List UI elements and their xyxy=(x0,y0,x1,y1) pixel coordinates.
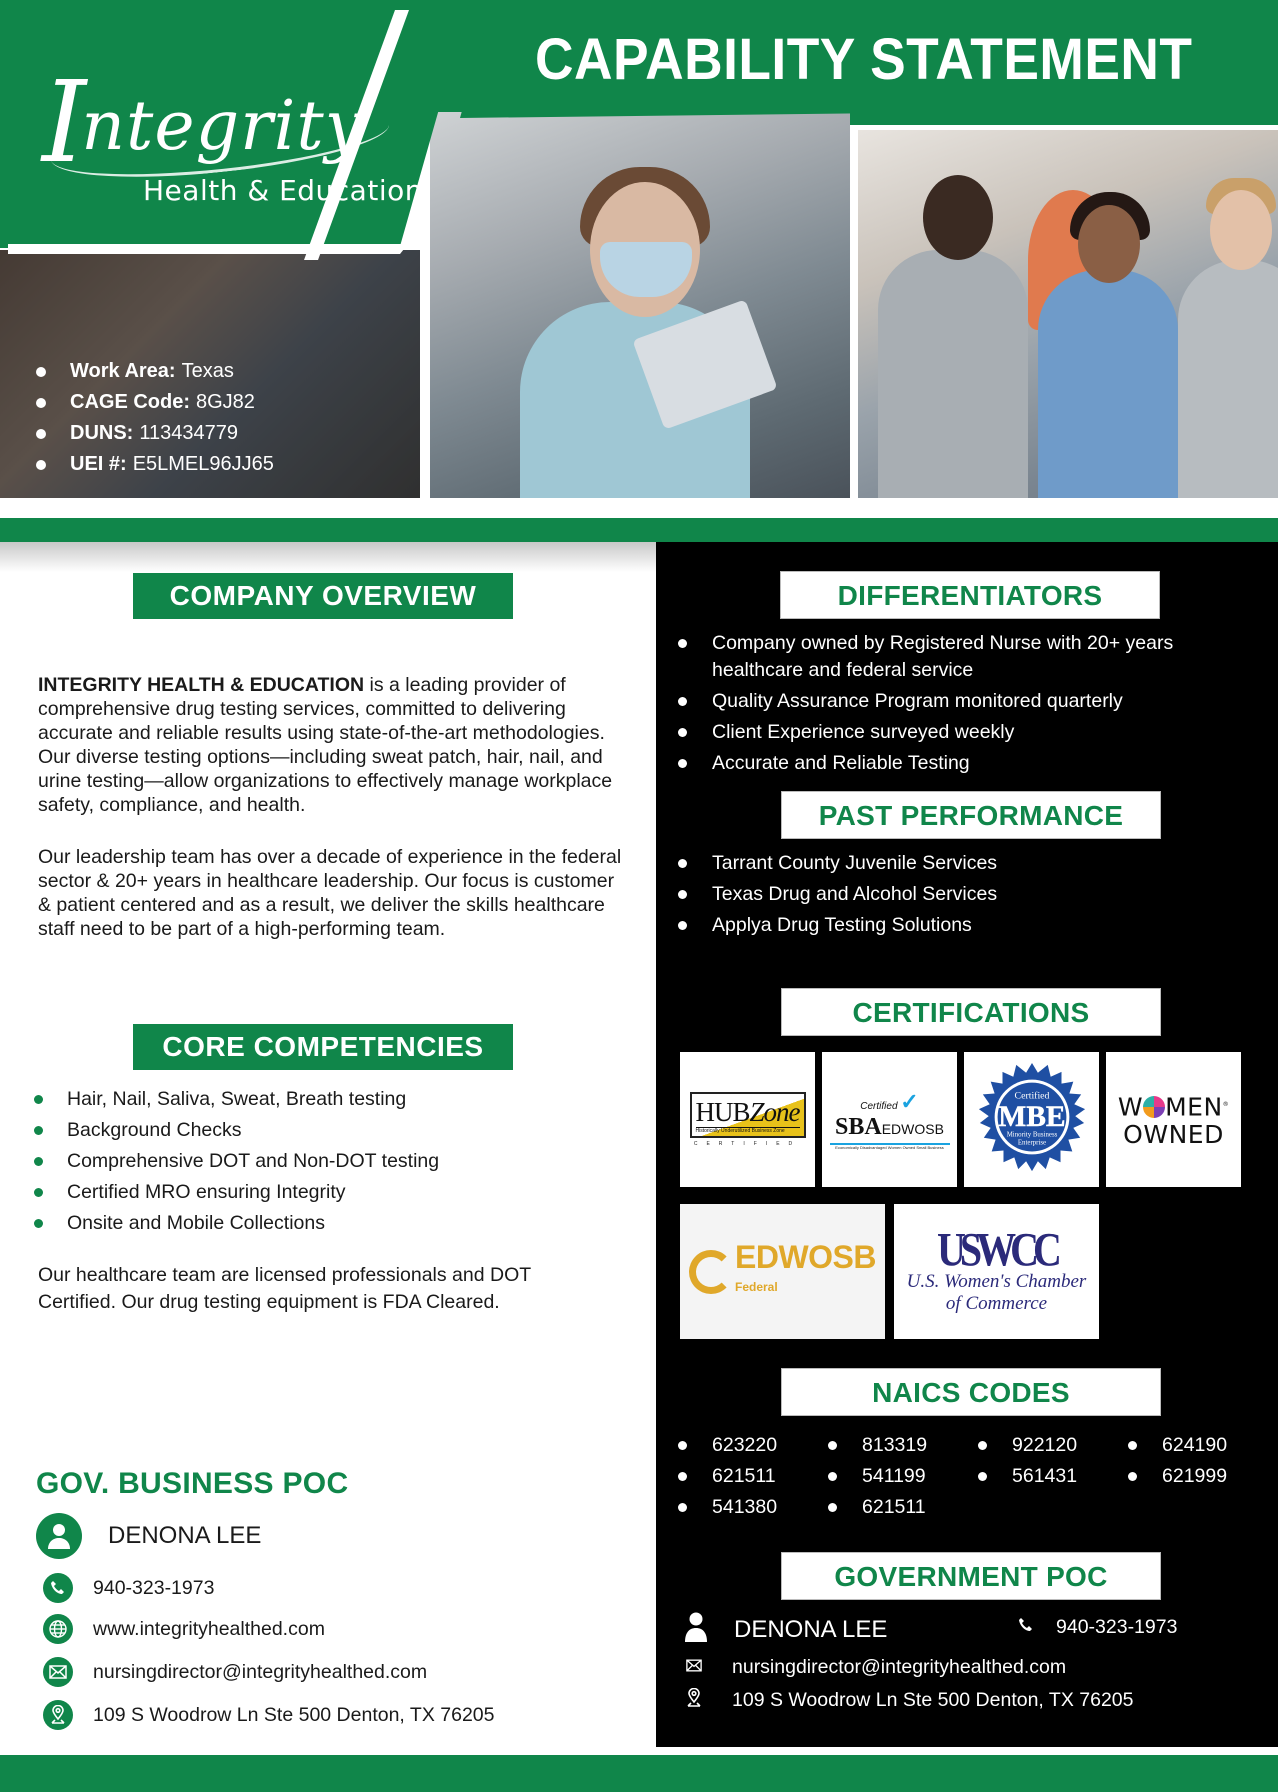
core-competencies-note: Our healthcare team are licensed professionals and DOT Certified. Our drug testing equipment is FDA Cleared. xyxy=(38,1264,531,1313)
gov-business-poc-address-row xyxy=(43,1700,494,1730)
bullet-icon xyxy=(1128,1441,1137,1450)
list-item: Certified MRO ensuring Integrity xyxy=(34,1177,439,1208)
bullet-icon xyxy=(678,728,687,737)
list-item: Background Checks xyxy=(34,1115,439,1146)
bullet-icon xyxy=(36,429,46,439)
list-item: Onsite and Mobile Collections xyxy=(34,1208,439,1239)
gov-business-poc-name-row xyxy=(36,1513,261,1559)
identifier-uei: UEI #: E5LMEL96JJ65 xyxy=(36,449,274,480)
list-item: Applya Drug Testing Solutions xyxy=(678,912,1248,939)
poc-website-link[interactable]: www.integrityhealthed.com xyxy=(93,1617,325,1640)
bullet-icon xyxy=(678,859,687,868)
naics-code: 624190 xyxy=(1128,1432,1278,1459)
bullet-icon xyxy=(678,759,687,768)
header xyxy=(0,0,1278,520)
bullet-icon xyxy=(978,1441,987,1450)
envelope-icon xyxy=(43,1657,73,1687)
list-item: Accurate and Reliable Testing xyxy=(678,750,1248,777)
naics-code: 621511 xyxy=(828,1494,978,1521)
page-title: CAPABILITY STATEMENT xyxy=(535,27,1193,92)
bullet-icon xyxy=(678,1441,687,1450)
gov-poc-name: DENONA LEE xyxy=(734,1615,888,1643)
poc-address: 109 S Woodrow Ln Ste 500 Denton, TX 76205 xyxy=(93,1703,495,1726)
bullet-icon xyxy=(678,890,687,899)
phone-icon xyxy=(43,1573,73,1603)
checkmark-icon: ✓ xyxy=(900,1089,919,1114)
naics-code: 813319 xyxy=(828,1432,978,1459)
logo-underline xyxy=(8,244,408,254)
bullet-icon xyxy=(678,1503,687,1512)
svg-text:MBE: MBE xyxy=(997,1100,1066,1133)
logo-subtitle: Health & Education xyxy=(143,174,423,207)
identifier-work-area: Work Area: Texas xyxy=(36,356,274,387)
core-competencies-list xyxy=(34,1084,439,1239)
mbe-seal-icon xyxy=(973,1061,1091,1179)
gov-poc-email-link[interactable]: nursingdirector@integrityhealthed.com xyxy=(732,1656,1067,1678)
envelope-icon xyxy=(686,1659,702,1677)
person-icon xyxy=(684,1612,708,1647)
bullet-icon xyxy=(678,921,687,930)
naics-code: 621999 xyxy=(1128,1463,1278,1490)
gov-poc-phone[interactable]: 940-323-1973 xyxy=(1056,1616,1178,1638)
naics-code: 561431 xyxy=(978,1463,1128,1490)
location-pin-icon xyxy=(686,1688,702,1713)
bullet-icon xyxy=(678,639,687,648)
government-poc-name-row xyxy=(684,1612,887,1647)
section-shadow xyxy=(0,542,656,572)
government-poc-email-row xyxy=(686,1656,1066,1679)
globe-icon xyxy=(43,1614,73,1644)
heading-past-performance: PAST PERFORMANCE xyxy=(781,791,1161,839)
phone-icon xyxy=(1018,1617,1034,1638)
footer-bar xyxy=(0,1755,1278,1792)
person-icon xyxy=(36,1513,82,1559)
edwosb-ring-icon xyxy=(689,1250,733,1294)
flower-icon xyxy=(1143,1096,1165,1118)
bullet-icon xyxy=(978,1472,987,1481)
identifier-cage-code: CAGE Code: 8GJ82 xyxy=(36,387,274,418)
list-item: Client Experience surveyed weekly xyxy=(678,719,1248,746)
past-performance-list xyxy=(678,850,1248,943)
bullet-icon xyxy=(1128,1472,1137,1481)
government-poc-address-row xyxy=(686,1688,1133,1713)
list-item: Quality Assurance Program monitored quarterly xyxy=(678,688,1248,715)
naics-code: 623220 xyxy=(678,1432,828,1459)
bullet-icon xyxy=(34,1188,43,1197)
differentiators-list xyxy=(678,630,1248,781)
bullet-icon xyxy=(36,398,46,408)
bullet-icon xyxy=(36,367,46,377)
bullet-icon xyxy=(36,460,46,470)
cert-logo-hubzone: HUBZone Historically Underutilized Business Zone CERTIFIED xyxy=(680,1052,815,1187)
poc-phone[interactable]: 940-323-1973 xyxy=(93,1576,215,1599)
bullet-icon xyxy=(828,1441,837,1450)
bullet-icon xyxy=(828,1503,837,1512)
naics-code: 922120 xyxy=(978,1432,1128,1459)
list-item: Tarrant County Juvenile Services xyxy=(678,850,1248,877)
company-identifiers xyxy=(36,356,274,480)
cert-logo-uswcc: USWCC U.S. Women's Chamber of Commerce xyxy=(894,1204,1099,1339)
poc-email-link[interactable]: nursingdirector@integrityhealthed.com xyxy=(93,1660,428,1683)
heading-core-competencies: CORE COMPETENCIES xyxy=(133,1024,513,1070)
bullet-icon xyxy=(678,697,687,706)
bullet-icon xyxy=(828,1472,837,1481)
heading-differentiators: DIFFERENTIATORS xyxy=(780,571,1160,619)
svg-text:Minority Business: Minority Business xyxy=(1006,1131,1057,1139)
bullet-icon xyxy=(678,1472,687,1481)
location-pin-icon xyxy=(43,1700,73,1730)
naics-code: 541380 xyxy=(678,1494,828,1521)
gov-business-poc-website-row xyxy=(43,1614,325,1644)
company-overview-text: INTEGRITY HEALTH & EDUCATION is a leading provider of comprehensive drug testing services, committed to delivering accurate and reliable results using state-of-the-art methodologies. Our diverse testing options—including sweat patch, hair, nail, and urine testing—allow organizations to effectively manage workplace safety, compliance, and health. Our leadership team has over a decade of experience in the federal sector & 20+ years in healthcare leadership. Our focus is customer & patient centered and as a result, we deliver the skills healthcare staff need to be part of a high-performing team. xyxy=(38,674,622,940)
right-panel xyxy=(656,542,1278,1747)
gov-business-poc-phone-row xyxy=(43,1573,214,1603)
divider-stripe xyxy=(0,518,1278,542)
cert-logo-sba-edwosb: Certified ✓ SBAEDWOSB Economically Disadvantaged Women Owned Small Business xyxy=(822,1052,957,1187)
naics-code: 621511 xyxy=(678,1463,828,1490)
cert-logo-edwosb-federal: EDWOSB Federal xyxy=(680,1204,885,1339)
cert-logo-mbe xyxy=(964,1052,1099,1187)
poc-name: DENONA LEE xyxy=(108,1522,262,1549)
photo-medical-team xyxy=(858,130,1278,498)
naics-codes-grid xyxy=(678,1432,1278,1521)
heading-government-poc: GOVERNMENT POC xyxy=(781,1552,1161,1600)
government-poc-phone-row xyxy=(1018,1616,1177,1639)
heading-gov-business-poc: GOV. BUSINESS POC xyxy=(36,1467,349,1500)
heading-certifications: CERTIFICATIONS xyxy=(781,988,1161,1036)
uswcc-monogram: USWCC xyxy=(937,1221,1056,1276)
list-item: Comprehensive DOT and Non-DOT testing xyxy=(34,1146,439,1177)
heading-company-overview: COMPANY OVERVIEW xyxy=(133,573,513,619)
bullet-icon xyxy=(34,1126,43,1135)
list-item: Texas Drug and Alcohol Services xyxy=(678,881,1248,908)
svg-text:Certified: Certified xyxy=(1014,1089,1049,1101)
gov-business-poc-email-row xyxy=(43,1657,427,1687)
identifier-duns: DUNS: 113434779 xyxy=(36,418,274,449)
list-item: Hair, Nail, Saliva, Sweat, Breath testing xyxy=(34,1084,439,1115)
naics-code: 541199 xyxy=(828,1463,978,1490)
bullet-icon xyxy=(34,1157,43,1166)
heading-naics-codes: NAICS CODES xyxy=(781,1368,1161,1416)
bullet-icon xyxy=(34,1219,43,1228)
gov-poc-address: 109 S Woodrow Ln Ste 500 Denton, TX 76205 xyxy=(732,1689,1134,1711)
photo-nurse-with-tablet xyxy=(430,112,850,498)
logo-wordmark: Integrity xyxy=(42,58,365,188)
svg-text:Enterprise: Enterprise xyxy=(1017,1139,1046,1147)
cert-logo-women-owned: W MEN® OWNED xyxy=(1106,1052,1241,1187)
list-item: Company owned by Registered Nurse with 20+ years healthcare and federal service xyxy=(678,630,1248,684)
bullet-icon xyxy=(34,1095,43,1104)
